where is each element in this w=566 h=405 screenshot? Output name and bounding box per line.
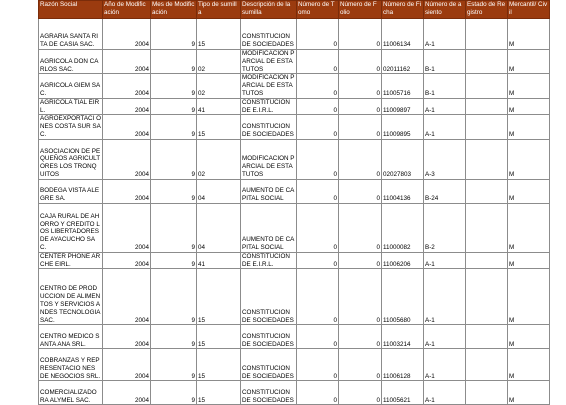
cell-razon-social: CAJA RURAL DE AHORRO Y CREDITO LOS LIBERTADORES DE AYACUCHO SAC. [39,203,103,252]
cell-mes: 9 [151,139,197,179]
cell-anio: 2004 [103,349,151,381]
header-razon-social: Razón Social [39,1,103,19]
header-ficha: Número de Ficha [382,1,424,19]
cell-descripcion: CONSTITUCION DE SOCIEDADES [241,115,297,139]
cell-anio: 2004 [103,203,151,252]
cell-folio: 0 [339,349,382,381]
cell-mercantil-civil: M [508,381,550,405]
cell-ficha: 11006134 [382,19,424,50]
cell-anio: 2004 [103,325,151,349]
cell-mercantil-civil: M [508,50,550,74]
cell-descripcion: AUMENTO DE CAPITAL SOCIAL [241,179,297,203]
cell-tomo: 0 [297,139,339,179]
cell-descripcion: CONSTITUCION DE SOCIEDADES [241,269,297,325]
cell-mes: 9 [151,179,197,203]
cell-razon-social: AGROEXPORTACI ONES COSTA SUR SAC. [40,115,101,138]
cell-mercantil-civil: M [508,98,550,115]
header-mercantil-civil: Mercantil/ Civil [508,1,550,19]
cell-folio: 0 [339,19,382,50]
cell-tomo: 0 [297,252,339,269]
cell-tomo: 0 [297,50,339,74]
cell-anio: 2004 [103,269,151,325]
cell-descripcion: MODIFICACION PARCIAL DE ESTATUTOS [241,139,297,179]
cell-descripcion: MODIFICACION PARCIAL DE ESTATUTOS [241,74,297,98]
cell-ficha: 11009895 [382,115,424,139]
cell-ficha: 02027803 [382,139,424,179]
cell-mercantil-civil: M [508,139,550,179]
cell-ficha: 11004136 [382,179,424,203]
cell-folio: 0 [339,269,382,325]
table-row [39,179,550,203]
cell-tipo: 15 [197,325,241,349]
cell-mes: 9 [151,115,197,139]
cell-tipo: 15 [197,269,241,325]
cell-asiento: A-1 [424,381,466,405]
cell-tomo: 0 [297,325,339,349]
cell-mercantil-civil: M [508,179,550,203]
header-mes: Mes de Modificación [151,1,197,19]
cell-tipo: 15 [197,19,241,50]
header-descripcion: Descripción de la sumilla [241,1,297,19]
cell-razon-social: AGRARIA SANTA RITA DE CASIA SAC. [39,19,103,50]
cell-folio: 0 [339,381,382,405]
cell-estado [466,381,508,405]
cell-tipo: 15 [197,381,241,405]
cell-estado [466,179,508,203]
cell-tipo: 04 [197,203,241,252]
cell-tipo: 02 [197,74,241,98]
cell-ficha: 11005716 [382,74,424,98]
header-folio: Número de Folio [339,1,382,19]
header-tipo: Tipo de sumilla [197,1,241,19]
table-row [39,115,550,139]
cell-tipo: 02 [197,139,241,179]
cell-razon-social: CENTRO MEDICO SANTA ANA SRL. [39,325,103,349]
cell-mes: 9 [151,269,197,325]
cell-mes: 9 [151,252,197,269]
cell-mes: 9 [151,98,197,115]
header-asiento: Número de asiento [424,1,466,19]
cell-mercantil-civil: M [508,349,550,381]
cell-asiento: A-1 [424,115,466,139]
cell-estado [466,269,508,325]
cell-ficha: 11006206 [382,252,424,269]
cell-anio: 2004 [103,115,151,139]
cell-mercantil-civil: M [508,115,550,139]
cell-anio: 2004 [103,19,151,50]
cell-folio: 0 [339,203,382,252]
cell-mercantil-civil: M [508,252,550,269]
cell-folio: 0 [339,325,382,349]
cell-asiento: B-24 [424,179,466,203]
cell-descripcion: CONSTITUCION DE SOCIEDADES [241,349,297,381]
cell-razon-social: AGRICOLA TIAL EIRL. [39,98,103,115]
cell-asiento: A-1 [424,252,466,269]
header-estado: Estado de Registro [466,1,508,19]
cell-asiento: A-1 [424,325,466,349]
cell-folio: 0 [339,98,382,115]
cell-anio: 2004 [103,252,151,269]
cell-estado [466,139,508,179]
cell-tomo: 0 [297,19,339,50]
table-row [39,19,550,50]
cell-folio: 0 [339,50,382,74]
cell-estado [466,50,508,74]
cell-asiento: A-1 [424,98,466,115]
cell-mes: 9 [151,50,197,74]
cell-ficha: 11009897 [382,98,424,115]
cell-tomo: 0 [297,269,339,325]
cell-descripcion: CONSTITUCION DE SOCIEDADES [241,381,297,405]
cell-mercantil-civil: M [508,19,550,50]
cell-tipo: 15 [197,115,241,139]
cell-razon-social: AGRICOLA DON CARLOS SAC. [39,50,103,74]
cell-mes: 9 [151,381,197,405]
cell-folio: 0 [339,115,382,139]
header-row [39,1,550,19]
cell-folio: 0 [339,179,382,203]
cell-descripcion: CONSTITUCION DE SOCIEDADES [241,325,297,349]
table-row [39,325,550,349]
cell-mercantil-civil: M [508,203,550,252]
cell-ficha: 11006128 [382,349,424,381]
cell-descripcion: MODIFICACION PARCIAL DE ESTATUTOS [241,50,297,74]
cell-tomo: 0 [297,203,339,252]
cell-asiento: B-1 [424,50,466,74]
cell-mes: 9 [151,325,197,349]
cell-mercantil-civil: M [508,325,550,349]
cell-estado [466,349,508,381]
cell-estado [466,203,508,252]
cell-ficha: 11003214 [382,325,424,349]
cell-ficha: 11000082 [382,203,424,252]
cell-tomo: 0 [297,115,339,139]
cell-tomo: 0 [297,98,339,115]
cell-asiento: A-1 [424,269,466,325]
cell-estado [466,74,508,98]
cell-anio: 2004 [103,139,151,179]
cell-mes: 9 [151,349,197,381]
table-row [39,50,550,74]
cell-tomo: 0 [297,381,339,405]
cell-tipo: 41 [197,98,241,115]
cell-ficha: 11005680 [382,269,424,325]
cell-descripcion: CONSTITUCION DE SOCIEDADES [241,19,297,50]
cell-tipo: 04 [197,179,241,203]
table-row [39,349,550,381]
cell-asiento: A-3 [424,139,466,179]
cell-mes: 9 [151,19,197,50]
cell-estado [466,252,508,269]
header-tomo: Número de Tomo [297,1,339,19]
cell-estado [466,115,508,139]
cell-descripcion: CONSTITUCION DE E.I.R.L. [241,252,297,269]
cell-tipo: 02 [197,50,241,74]
table-row [39,74,550,98]
table-row [39,139,550,179]
cell-anio: 2004 [103,50,151,74]
cell-anio: 2004 [103,98,151,115]
cell-ficha: 11005621 [382,381,424,405]
cell-descripcion: CONSTITUCION DE E.I.R.L. [241,98,297,115]
cell-ficha: 02011162 [382,50,424,74]
cell-estado [466,19,508,50]
cell-tomo: 0 [297,349,339,381]
cell-tomo: 0 [297,74,339,98]
cell-folio: 0 [339,74,382,98]
registry-table [38,0,550,405]
cell-anio: 2004 [103,179,151,203]
header-anio: Año de Modificación [103,1,151,19]
table-row [39,98,550,115]
cell-razon-social: AGRICOLA GIEM SAC. [39,74,103,98]
cell-folio: 0 [339,139,382,179]
cell-asiento: B-1 [424,74,466,98]
cell-tipo: 41 [197,252,241,269]
table-row [39,381,550,405]
cell-mes: 9 [151,74,197,98]
cell-razon-social: COBRANZAS Y REPRESENTACIO NES DE NEGOCIOS SRL. [39,349,103,381]
cell-asiento: A-1 [424,19,466,50]
cell-estado [466,325,508,349]
cell-anio: 2004 [103,74,151,98]
cell-mercantil-civil: M [508,269,550,325]
cell-razon-social: COMERCIALIZADO RA ALYMEL SAC. [39,381,103,405]
cell-estado [466,98,508,115]
cell-razon-social: CENTER PHONE ARCHE EIRL. [39,252,103,269]
table-row [39,269,550,325]
cell-descripcion: AUMENTO DE CAPITAL SOCIAL [241,203,297,252]
cell-asiento: A-1 [424,349,466,381]
cell-asiento: B-2 [424,203,466,252]
cell-anio: 2004 [103,381,151,405]
cell-razon-social: ASOCIACION DE PEQUEÑOS AGRICULTORES LOS TRONQUITOS [39,139,103,179]
cell-mes: 9 [151,203,197,252]
cell-razon-social: BODEGA VISTA ALEGRE SA. [39,179,103,203]
cell-mercantil-civil: M [508,74,550,98]
cell-tipo: 15 [197,349,241,381]
table-row [39,203,550,252]
cell-folio: 0 [339,252,382,269]
cell-razon-social: CENTRO DE PRODUCCION DE ALIMENTOS Y SERVICIOS ANDES TECNOLOGIA SAC. [39,269,103,325]
table-row [39,252,550,269]
cell-tomo: 0 [297,179,339,203]
